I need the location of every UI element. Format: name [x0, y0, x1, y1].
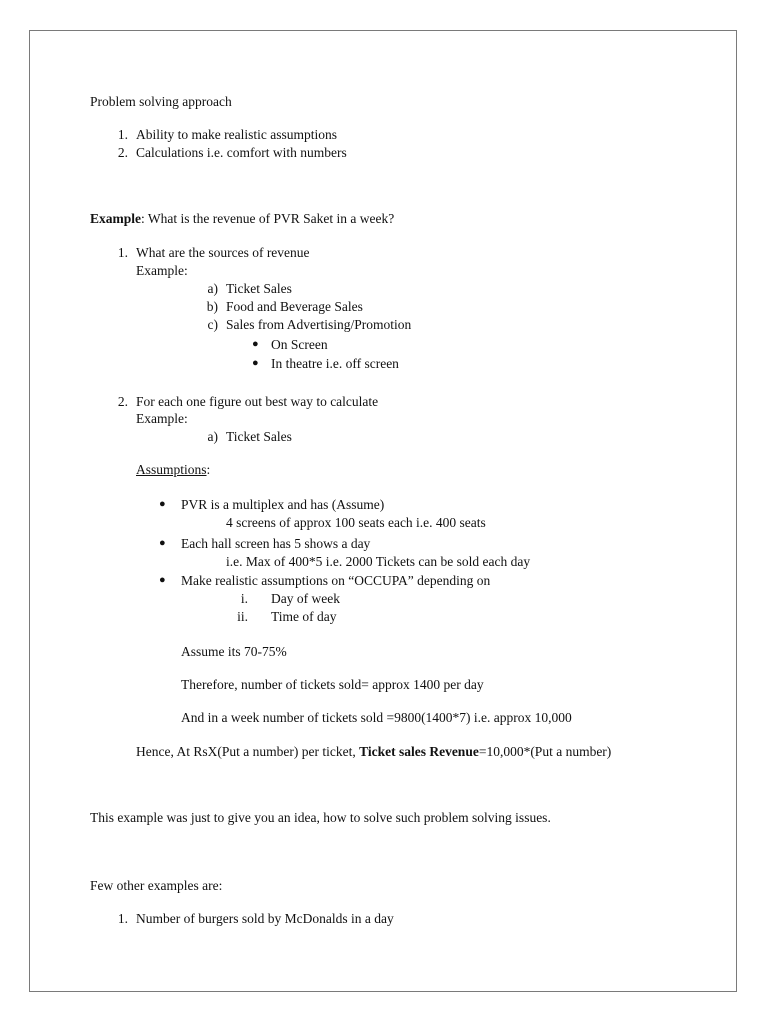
step-sub-label: Example: — [136, 411, 188, 426]
therefore-line: Therefore, number of tickets sold= approx 1400 per day — [181, 677, 484, 692]
bullet-icon: ● — [252, 357, 259, 369]
list-number: 2. — [117, 145, 128, 160]
bullet-icon: ● — [159, 574, 166, 586]
assumptions-heading — [136, 463, 210, 477]
hence-prefix: Hence, At RsX(Put a number) per ticket, — [136, 744, 360, 759]
list-item: Number of burgers sold by McDonalds in a day — [136, 911, 394, 926]
example-question-text: : What is the revenue of PVR Saket in a week? — [141, 211, 395, 226]
list-item: Calculations i.e. comfort with numbers — [136, 145, 347, 160]
assumption-item: Each hall screen has 5 shows a day — [181, 536, 371, 551]
hence-bold: Ticket sales Revenue — [359, 744, 479, 759]
assume-line: Assume its 70-75% — [181, 644, 287, 659]
assumption-item: Make realistic assumptions on “OCCUPA” depending on — [181, 573, 491, 588]
item-letter: a) — [207, 429, 218, 444]
hence-suffix: =10,000*(Put a number) — [478, 744, 612, 759]
source-item: Sales from Advertising/Promotion — [226, 317, 412, 332]
assumption-detail: i.e. Max of 400*5 i.e. 2000 Tickets can be sold each day — [226, 554, 531, 569]
others-heading: Few other examples are: — [90, 878, 223, 893]
source-letter: c) — [207, 317, 218, 332]
assumptions-colon: : — [206, 462, 211, 477]
week-line: And in a week number of tickets sold =9800(1400*7) i.e. approx 10,000 — [181, 710, 572, 725]
example-label: Example — [90, 211, 142, 226]
step-text: What are the sources of revenue — [136, 245, 310, 260]
item-text: Ticket Sales — [226, 429, 292, 444]
heading: Problem solving approach — [90, 94, 232, 109]
list-item: Ability to make realistic assumptions — [136, 127, 337, 142]
step-text: For each one figure out best way to calculate — [136, 394, 379, 409]
factor-item: Day of week — [271, 591, 340, 606]
assumption-detail: 4 screens of approx 100 seats each i.e. 400 seats — [226, 515, 486, 530]
example-question — [90, 212, 394, 226]
list-number: 1. — [117, 911, 128, 926]
step-sub-label: Example: — [136, 263, 188, 278]
factor-item: Time of day — [271, 609, 337, 624]
source-letter: b) — [206, 299, 218, 314]
promo-item: In theatre i.e. off screen — [271, 356, 399, 371]
bullet-icon: ● — [252, 338, 259, 350]
assumption-item: PVR is a multiplex and has (Assume) — [181, 497, 385, 512]
step-number: 1. — [117, 245, 128, 260]
source-item: Ticket Sales — [226, 281, 292, 296]
closing-text: This example was just to give you an idea, how to solve such problem solving issues. — [90, 810, 551, 825]
promo-item: On Screen — [271, 337, 328, 352]
bullet-icon: ● — [159, 498, 166, 510]
hence-line — [136, 745, 611, 759]
assumptions-label: Assumptions — [136, 462, 207, 477]
factor-number: ii. — [237, 609, 248, 624]
source-letter: a) — [207, 281, 218, 296]
bullet-icon: ● — [159, 537, 166, 549]
source-item: Food and Beverage Sales — [226, 299, 363, 314]
factor-number: i. — [240, 591, 248, 606]
list-number: 1. — [117, 127, 128, 142]
step-number: 2. — [117, 394, 128, 409]
